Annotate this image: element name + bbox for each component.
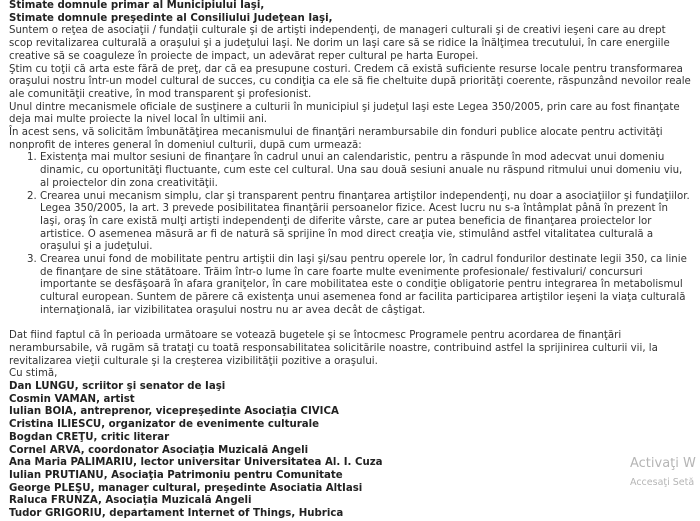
greeting-council-president: Stimate domnule preşedinte al Consiliului Judeţean Iaşi, (9, 12, 333, 24)
request-item: 1. Existenţa mai multor sesiuni de finanţare în cadrul unui an calendaristic, pentru a răspunde în mod adecvat unui domeniu dinamic, cu oportunităţi fluctuante, cum este cel cultural. Una sau două sesiuni anuale nu răspund ritmului unui domeniu viu, al proiectelor din zona creativităţii. (40, 152, 691, 190)
request-item: 2. Crearea unui mecanism simplu, clar şi transparent pentru finanţarea artiştilor independenţi, nu doar a asociaţiilor şi fundaţiilor. Legea 350/2005, la art. 3 prevede posibilitatea finanţării persoanelor fizice. Acest lucru nu s-a întâmplat până în prezent în Iaşi, oraş în care există mulţi artişti independenţi de diferite vârste, care ar putea beneficia de finanţarea proiectelor lor artistice. O asemenea măsură ar fi de natură să sprijine în mod direct creaţia vie, stimulând astfel vitalitatea culturală a oraşului şi a judeţului. (40, 191, 691, 255)
spacer (9, 318, 691, 331)
signer: Cosmin VAMAN, artist (9, 393, 135, 405)
paragraph-request: În acest sens, vă solicităm îmbunătăţirea mecanismului de finanţări nerambursabile din fonduri publice alocate pentru activităţi nonprofit de interes general în domeniul culturii, după cum urmează: (9, 127, 663, 151)
signer: Raluca FRUNZA, Asociaţia Muzicală Angeli (9, 495, 252, 507)
signers-list (9, 381, 691, 521)
paragraph-law: Unul dintre mecanismele oficiale de susţinere a culturii în municipiul şi judeţul Iaşi este Legea 350/2005, prin care au fost finanţate deja mai multe proiecte la nivel local în ultimii ani. (9, 101, 680, 126)
paragraph-intro: Suntem o reţea de asociaţii / fundaţii culturale şi de artişti independenţi, de manageri culturali şi de creativi ieşeni care au drept scop revitalizarea culturală a oraşului şi a judeţului Iaşi. Ne dorim un Iaşi care să se ridice la înălţimea trecutului, în care energiile creative să se coaguleze în proiecte de impact, un adevărat reper cultural pe harta Europei. (9, 25, 670, 62)
signer: Tudor GRIGORIU, departament Internet of Things, Hubrica (9, 508, 344, 520)
greeting-mayor: Stimate domnule primar al Municipiului Iaşi, (9, 0, 265, 11)
requests-list (9, 152, 691, 317)
request-item: 3. Crearea unui fond de mobilitate pentru artiştii din Iaşi şi/sau pentru operele lor, în cadrul fondurilor destinate legii 350, ca linie de finanţare de sine stătătoare. Trăim într-o lume în care foarte multe evenimente profesionale/ festivaluri/ concursuri importante se desfăşoară în afara graniţelor, în care mobilitatea este o condiţie obligatorie pentru integrarea în metabolismul cultural european. Suntem de părere că existenţa unui asemenea fond ar facilita participarea artiştilor ieşeni la viaţa culturală internaţională, iar vizibilitatea oraşului nostru nu ar avea decât de câştigat. (40, 254, 691, 318)
signer: Ana Maria PALIMARIU, lector universitar Universitatea Al. I. Cuza (9, 457, 383, 469)
watermark-subtitle: Accesaţi Setă (630, 477, 695, 488)
signer: Iulian PRUTIANU, Asociaţia Patrimoniu pentru Comunitate (9, 470, 343, 481)
signer: Cornel ARVA, coordonator Asociaţia Muzicală Angeli (9, 444, 309, 456)
paragraph-closing: Dat fiind faptul că în perioada următoare se votează bugetele şi se întocmesc Programele pentru acordarea de finanţări nerambursabile, vă rugăm să trataţi cu toată responsabilitatea solicitările noastre, contribuind astfel la sprijinirea culturii vii, la revitalizarea vieţii culturale şi la creşterea vizibilităţii pozitive a oraşului. (9, 330, 658, 367)
signer: Bogdan CREŢU, critic literar (9, 431, 170, 443)
signer: Iulian BOIA, antreprenor, vicepreşedinte Asociaţia CIVICA (9, 406, 339, 418)
signer: George PLEŞU, manager cultural, preşedinte Asociatia AltIasi (9, 482, 363, 494)
signer: Dan LUNGU, scriitor şi senator de Iaşi (9, 381, 226, 393)
signoff: Cu stimă, (9, 368, 58, 380)
watermark-title: Activaţi W (630, 456, 696, 471)
activation-watermark (630, 456, 696, 489)
paragraph-costs: Ştim cu toţii că arta este fără de preţ, dar că ea presupune costuri. Credem că există suficiente resurse locale pentru transformarea oraşului nostru într-un model cultural de succes, cu condiţia ca ele să fie cheltuite după priorităţi coerente, răspunzând nevoilor reale ale comunităţii creative, în mod transparent şi profesionist. (9, 63, 691, 100)
letter (9, 0, 691, 521)
signer: Cristina ILIESCU, organizator de evenimente culturale (9, 419, 320, 431)
